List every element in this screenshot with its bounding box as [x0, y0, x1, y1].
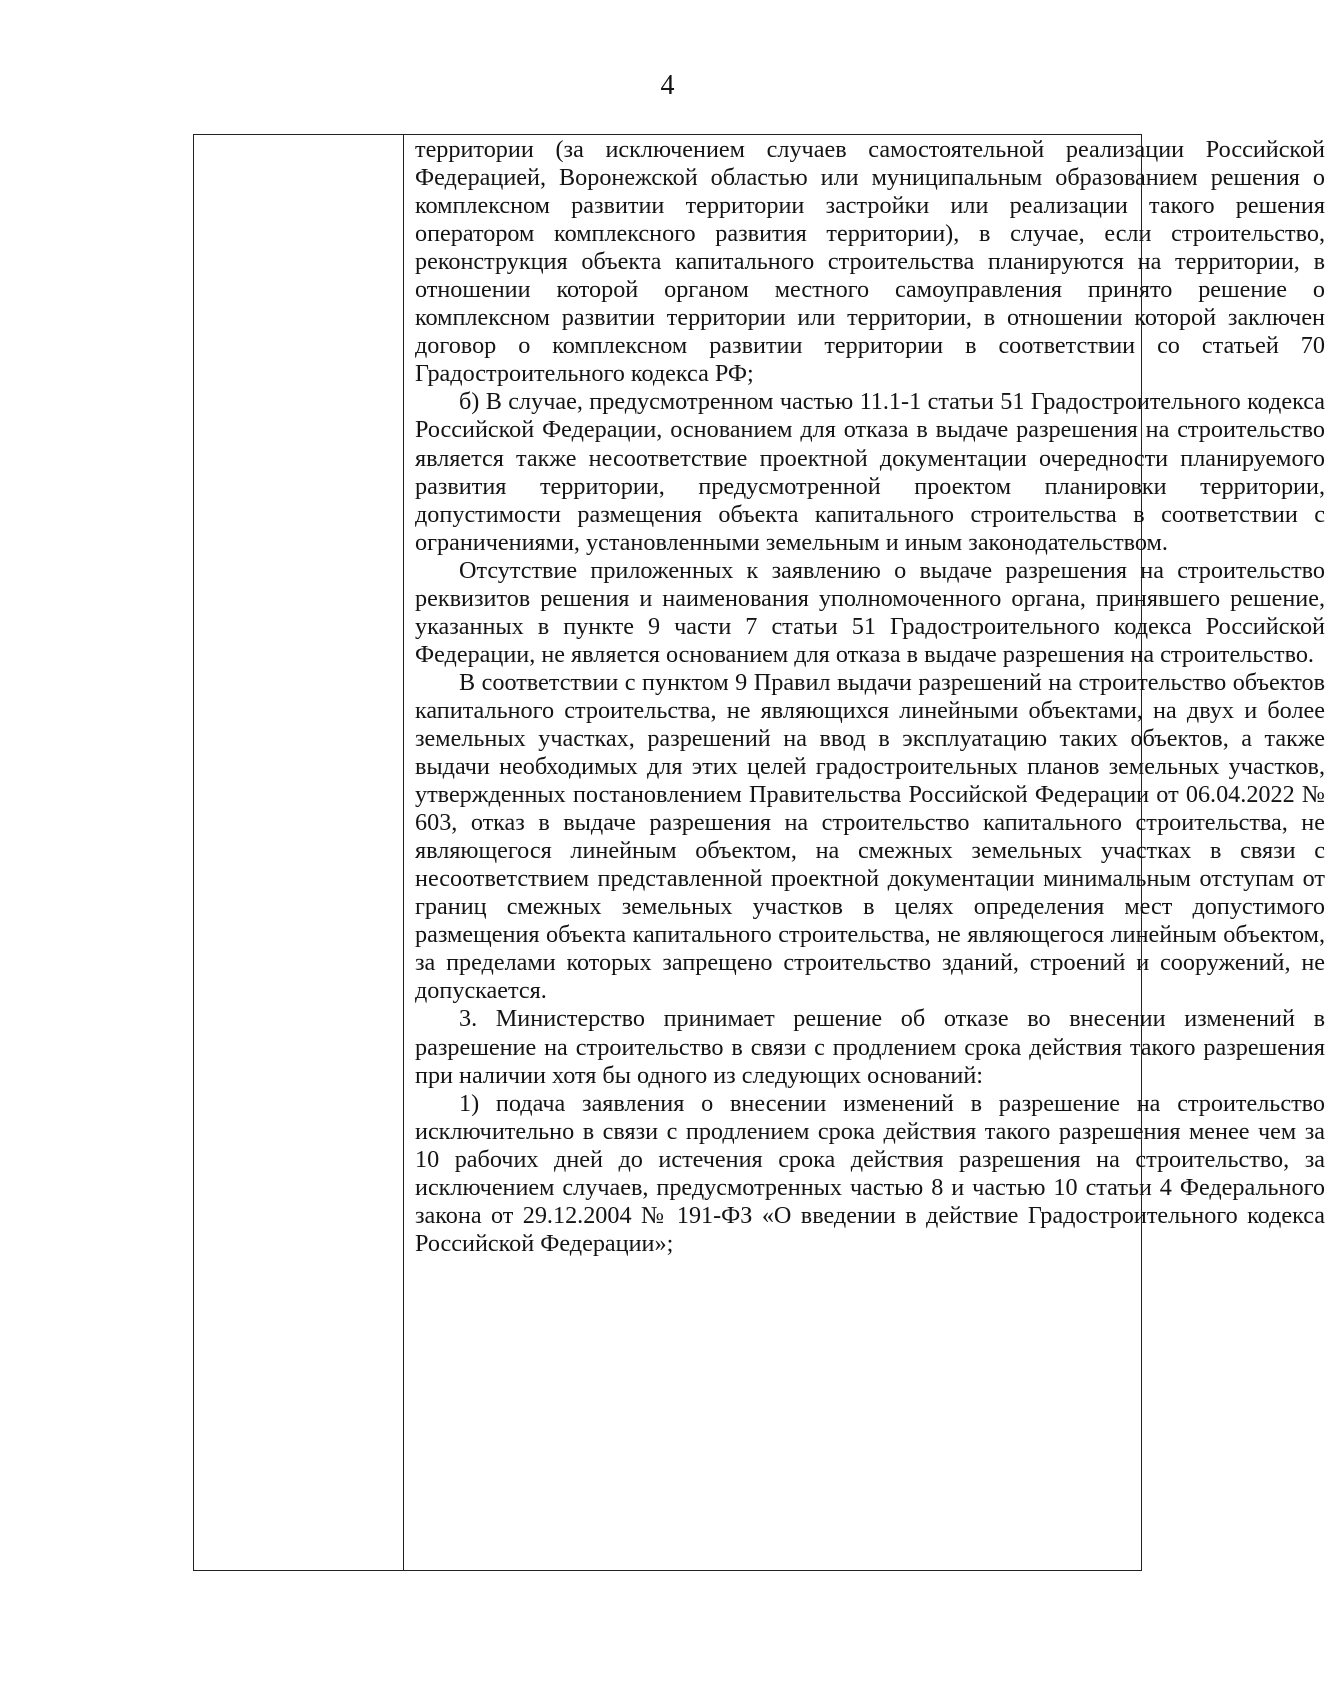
- paragraph-item-1: 1) подача заявления о внесении изменений в разрешение на строительство исключительно в связи с продлением срока действия такого разрешения менее чем за 10 рабочих дней до истечения срока действия разрешения на строительство, за исключением случаев, предусмотренных частью 8 и частью 10 статьи 4 Федерального закона от 29.12.2004 № 191-ФЗ «О введении в действие Градостроительного кодекса Российской Федерации»;: [415, 1089, 1325, 1257]
- paragraph-rules-point-9: В соответствии с пунктом 9 Правил выдачи разрешений на строительство объектов капитального строительства, не являющихся линейными объектами, на двух и более земельных участках, разрешений на ввод в эксплуатацию таких объектов, а также выдачи необходимых для этих целей градостроительных планов земельных участков, утвержденных постановлением Правительства Российской Федерации от 06.04.2022 № 603, отказ в выдаче разрешения на строительство капитального строительства, не являющегося линейным объектом, на смежных земельных участках в связи с несоответствием представленной проектной документации минимальным отступам от границ смежных земельных участков в целях определения мест допустимого размещения объекта капитального строительства, не являющегося линейным объектом, за пределами которых запрещено строительство зданий, строений и сооружений, не допускается.: [415, 668, 1325, 1005]
- paragraph-missing-requisites: Отсутствие приложенных к заявлению о выдаче разрешения на строительство реквизитов решения и наименования уполномоченного органа, принявшего решение, указанных в пункте 9 части 7 статьи 51 Градостроительного кодекса Российской Федерации, не является основанием для отказа в выдаче разрешения на строительство.: [415, 556, 1325, 668]
- paragraph-section-3: 3. Министерство принимает решение об отказе во внесении изменений в разрешение на строительство в связи с продлением срока действия такого разрешения при наличии хотя бы одного из следующих оснований:: [415, 1005, 1325, 1089]
- page-number: 4: [660, 70, 675, 101]
- document-table: [193, 134, 1325, 1571]
- table-column-divider: [403, 135, 404, 1570]
- table-text-column: [415, 136, 1325, 1258]
- paragraph-continuation: территории (за исключением случаев самостоятельной реализации Российской Федерацией, Воронежской областью или муниципальным образованием решения о комплексном развитии территории застройки или реализации такого решения оператором комплексного развития территории), в случае, если строительство, реконструкция объекта капитального строительства планируются на территории, в отношении которой органом местного самоуправления принято решение о комплексном развитии территории или территории, в отношении которой заключен договор о комплексном развитии территории в соответствии со статьей 70 Градостроительного кодекса РФ;: [415, 136, 1325, 388]
- paragraph-item-b: б) В случае, предусмотренном частью 11.1-1 статьи 51 Градостроительного кодекса Российской Федерации, основанием для отказа в выдаче разрешения на строительство является также несоответствие проектной документации очередности планируемого развития территории, предусмотренной проектом планировки территории, допустимости размещения объекта капитального строительства в соответствии с ограничениями, установленными земельным и иным законодательством.: [415, 388, 1325, 556]
